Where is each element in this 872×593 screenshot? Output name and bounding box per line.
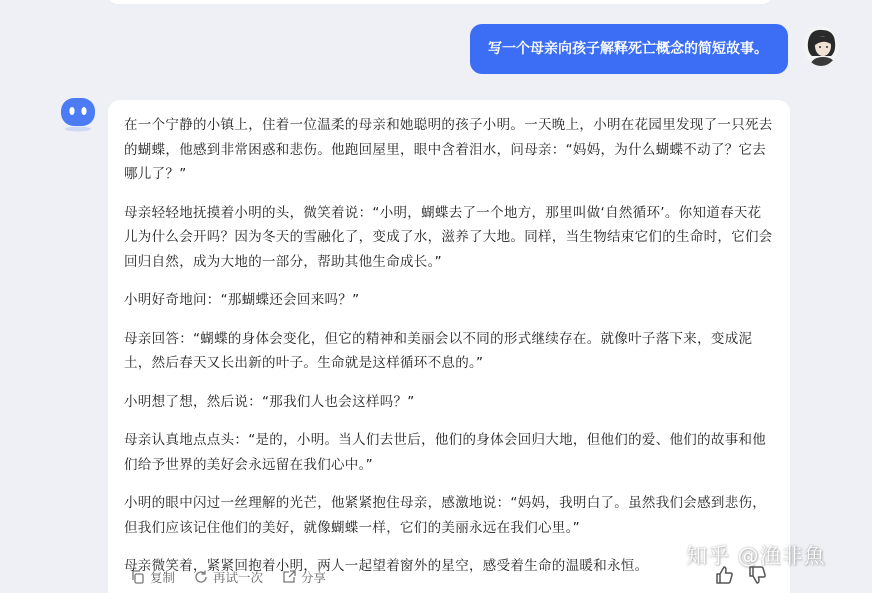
user-message-bubble: 写一个母亲向孩子解释死亡概念的简短故事。 (470, 24, 788, 74)
refresh-icon (193, 569, 209, 585)
answer-paragraph: 在一个宁静的小镇上，住着一位温柔的母亲和她聪明的孩子小明。一天晚上，小明在花园里发现了一只死去的蝴蝶，他感到非常困惑和悲伤。他跑回屋里，眼中含着泪水，问母亲：“妈妈，为什么蝴蝶不动了？它去哪儿了？” (124, 117, 773, 182)
like-button[interactable] (713, 564, 735, 586)
answer-paragraph: 小明的眼中闪过一丝理解的光芒，他紧紧抱住母亲，感激地说：“妈妈，我明白了。虽然我们会感到悲伤，但我们应该记住他们的美好，就像蝴蝶一样，它们的美丽永远在我们心里。” (124, 495, 767, 536)
answer-paragraph: 小明想了想，然后说：“那我们人也会这样吗？” (124, 393, 415, 410)
bot-avatar (60, 96, 96, 132)
answer-paragraph: 母亲轻轻地抚摸着小明的头，微笑着说：“小明，蝴蝶去了一个地方，那里叫做‘自然循环’。你知道春天花儿为什么会开吗？因为冬天的雪融化了，变成了水，滋养了大地。同样，当生物结束它们的生命时，它们会回归自然，成为大地的一部分，帮助其他生命成长。” (124, 204, 773, 270)
answer-paragraph: 母亲认真地点点头：“是的，小明。当人们去世后，他们的身体会回归大地，但他们的爱、他们的故事和他们给予世界的美好会永远留在我们心中。” (124, 432, 767, 473)
copy-label: 复制 (150, 570, 176, 585)
retry-label: 再试一次 (213, 570, 264, 585)
copy-icon (130, 569, 146, 585)
robot-face-icon (60, 96, 96, 132)
thumbs-up-icon (713, 564, 735, 586)
answer-actions (130, 568, 326, 586)
assistant-answer-card (108, 100, 790, 593)
retry-button[interactable] (193, 568, 263, 586)
answer-paragraph: 小明好奇地问：“那蝴蝶还会回来吗？” (124, 292, 360, 308)
answer-paragraph: 母亲回答：“蝴蝶的身体会变化，但它的精神和美丽会以不同的形式继续存在。就像叶子落下来，变成泥土，然后春天又长出新的叶子。生命就是这样循环不息的。” (124, 330, 753, 371)
user-message-row (470, 24, 838, 74)
share-label: 分享 (301, 570, 327, 585)
answer-paragraph: 母亲微笑着，紧紧回抱着小明，两人一起望着窗外的星空，感受着生命的温暖和永恒。 (124, 558, 649, 574)
watermark: 知乎 @渔非魚 (686, 544, 826, 568)
copy-button[interactable] (130, 568, 175, 586)
share-button[interactable] (281, 568, 326, 586)
dislike-button[interactable] (746, 564, 768, 586)
thumbs-down-icon (746, 564, 768, 586)
previous-card-edge (108, 0, 772, 4)
share-icon (281, 569, 297, 585)
user-avatar[interactable] (804, 26, 838, 66)
